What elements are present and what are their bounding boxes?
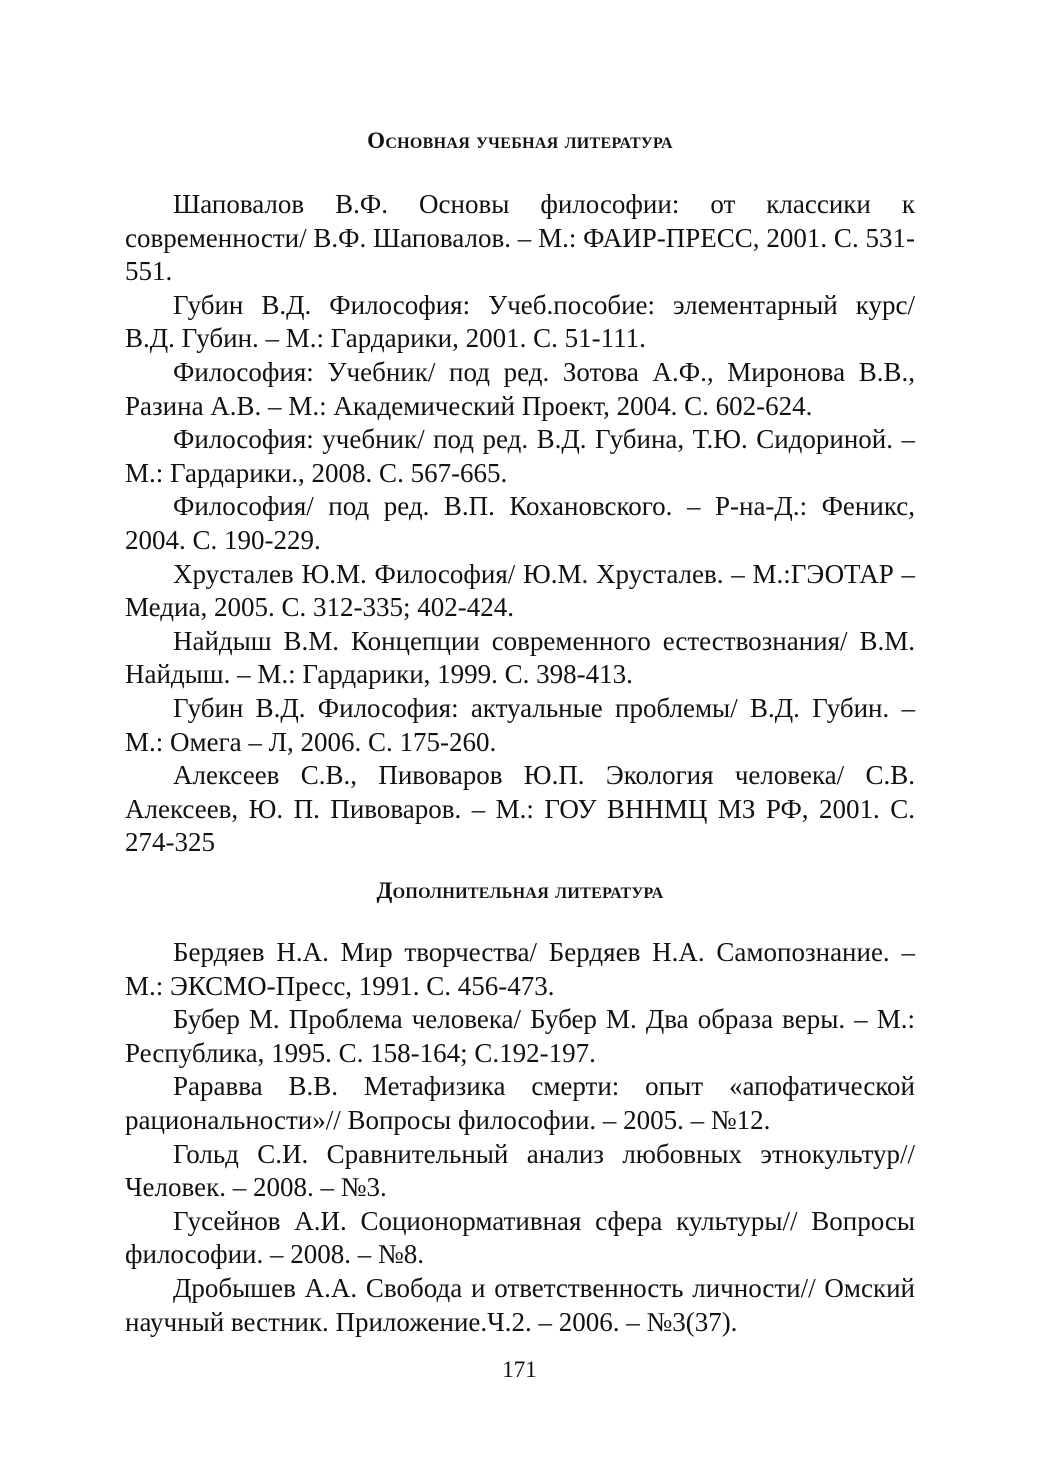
bibliography-entry: Хрусталев Ю.М. Философия/ Ю.М. Хрусталев. – М.:ГЭОТАР – Медиа, 2005. С. 312-335; 402-424. [125, 558, 915, 623]
section-heading-extra: Дополнительная литература [376, 878, 664, 903]
bibliography-entry: Гольд С.И. Сравнительный анализ любовных этнокультур// Человек. – 2008. – №3. [125, 1138, 915, 1203]
bibliography-entry: Губин В.Д. Философия: актуальные проблемы/ В.Д. Губин. – М.: Омега – Л, 2006. С. 175-260. [125, 692, 915, 757]
bibliography-entry: Алексеев С.В., Пивоваров Ю.П. Экология человека/ С.В. Алексеев, Ю. П. Пивоваров. – М.: ГОУ ВННМЦ МЗ РФ, 2001. С. 274-325 [125, 760, 915, 858]
extra-bibliography-list [125, 936, 915, 1339]
bibliography-entry: Дробышев А.А. Свобода и ответственность личности// Омский научный вестник. Приложение.Ч.2. – 2006. – №3(37). [125, 1272, 915, 1337]
page-number: 171 [502, 1357, 537, 1382]
bibliography-entry: Бубер М. Проблема человека/ Бубер М. Два образа веры. – М.: Республика, 1995. С. 158-164; С.192-197. [125, 1004, 915, 1068]
main-bibliography-list [125, 188, 915, 860]
bibliography-entry: Философия: Учебник/ под ред. Зотова А.Ф., Миронова В.В., Разина А.В. – М.: Академический Проект, 2004. С. 602-624. [125, 356, 915, 421]
bibliography-entry: Губин В.Д. Философия: Учеб.пособие: элементарный курс/ В.Д. Губин. – М.: Гардарики, 2001. С. 51-111. [125, 289, 915, 354]
bibliography-entry: Найдыш В.М. Концепции современного естествознания/ В.М. Найдыш. – М.: Гардарики, 1999. С. 398-413. [125, 625, 915, 690]
bibliography-entry: Философия/ под ред. В.П. Кохановского. – Р-на-Д.: Феникс, 2004. С. 190-229. [125, 491, 915, 555]
bibliography-entry: Философия: учебник/ под ред. В.Д. Губина, Т.Ю. Сидориной. – М.: Гардарики., 2008. С. 567-665. [125, 424, 915, 488]
bibliography-entry: Бердяев Н.А. Мир творчества/ Бердяев Н.А. Самопознание. – М.: ЭКСМО-Пресс, 1991. С. 456-473. [125, 937, 915, 1001]
bibliography-entry: Гусейнов А.И. Соционормативная сфера культуры// Вопросы философии. – 2008. – №8. [125, 1205, 915, 1270]
bibliography-entry: Шаповалов В.Ф. Основы философии: от классики к современности/ В.Ф. Шаповалов. – М.: ФАИР-ПРЕСС, 2001. С. 531-551. [125, 189, 915, 287]
section-heading-main: Основная учебная литература [367, 128, 673, 153]
bibliography-entry: Раравва В.В. Метафизика смерти: опыт «апофатической рациональности»// Вопросы философии. – 2005. – №12. [125, 1071, 915, 1135]
